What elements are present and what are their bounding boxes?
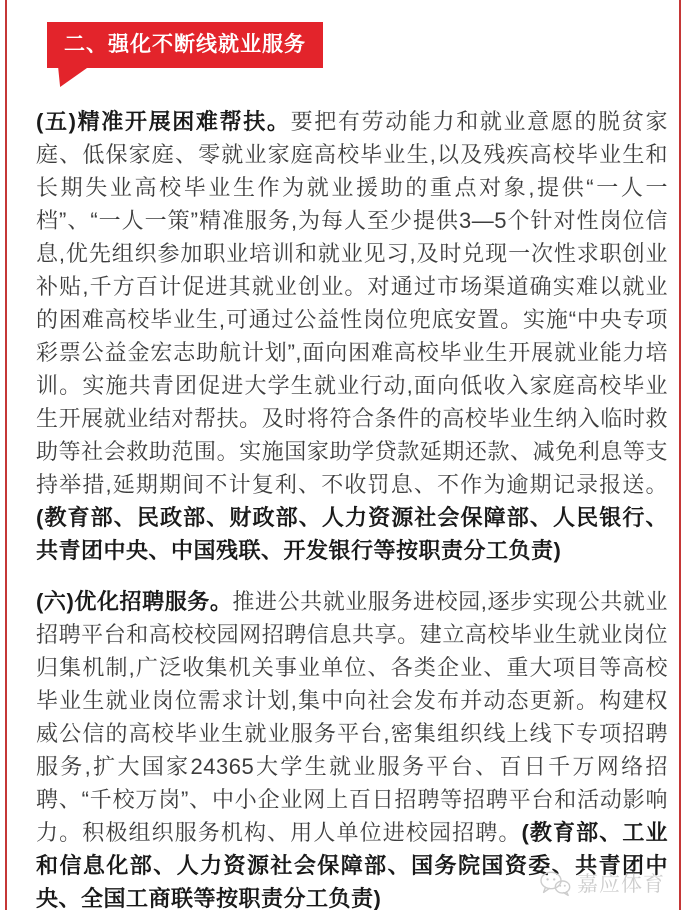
right-border-line: [679, 0, 681, 910]
paragraph-6: [36, 585, 668, 910]
paragraph-6-body: 推进公共就业服务进校园,逐步实现公共就业招聘平台和高校校园网招聘信息共享。建立高校毕业生就业岗位归集机制,广泛收集机关事业单位、各类企业、重大项目等高校毕业生就业岗位需求计划,集中向社会发布并动态更新。构建权威公信的高校毕业生就业服务平台,密集组织线上线下专项招聘服务,扩大国家24365大学生就业服务平台、百日千万网络招聘、“千校万岗”、中小企业网上百日招聘等招聘平台和活动影响力。积极组织服务机构、用人单位进校园招聘。: [36, 589, 668, 845]
watermark: [539, 868, 665, 898]
section-header-banner: [47, 22, 323, 68]
left-border-line: [5, 0, 7, 910]
banner-tail: [55, 68, 87, 87]
paragraph-6-lead: (六)优化招聘服务。: [36, 589, 233, 614]
wechat-bubbles-icon: [539, 870, 571, 897]
paragraph-5-departments: (教育部、民政部、财政部、人力资源社会保障部、人民银行、共青团中央、中国残联、开发银行等按职责分工负责): [36, 505, 668, 563]
paragraph-6-departments: (教育部、工业和信息化部、人力资源社会保障部、国务院国资委、共青团中央、全国工商联等按职责分工负责): [36, 820, 668, 910]
paragraph-5: [36, 105, 668, 567]
paragraph-5-lead: (五)精准开展困难帮扶。: [36, 109, 291, 134]
watermark-label: 嘉应体育: [577, 873, 665, 896]
paragraph-5-body: 要把有劳动能力和就业意愿的脱贫家庭、低保家庭、零就业家庭高校毕业生,以及残疾高校毕业生和长期失业高校毕业生作为就业援助的重点对象,提供“一人一档”、“一人一策”精准服务,为每人至少提供3—5个针对性岗位信息,优先组织参加职业培训和就业见习,及时兑现一次性求职创业补贴,千方百计促进其就业创业。对通过市场渠道确实难以就业的困难高校毕业生,可通过公益性岗位兜底安置。实施“中央专项彩票公益金宏志助航计划”,面向困难高校毕业生开展就业能力培训。实施共青团促进大学生就业行动,面向低收入家庭高校毕业生开展就业结对帮扶。及时将符合条件的高校毕业生纳入临时救助等社会救助范围。实施国家助学贷款延期还款、减免利息等支持举措,延期期间不计复利、不收罚息、不作为逾期记录报送。: [36, 109, 668, 497]
article-content: [36, 0, 668, 910]
section-title: 二、强化不断线就业服务: [64, 33, 306, 56]
